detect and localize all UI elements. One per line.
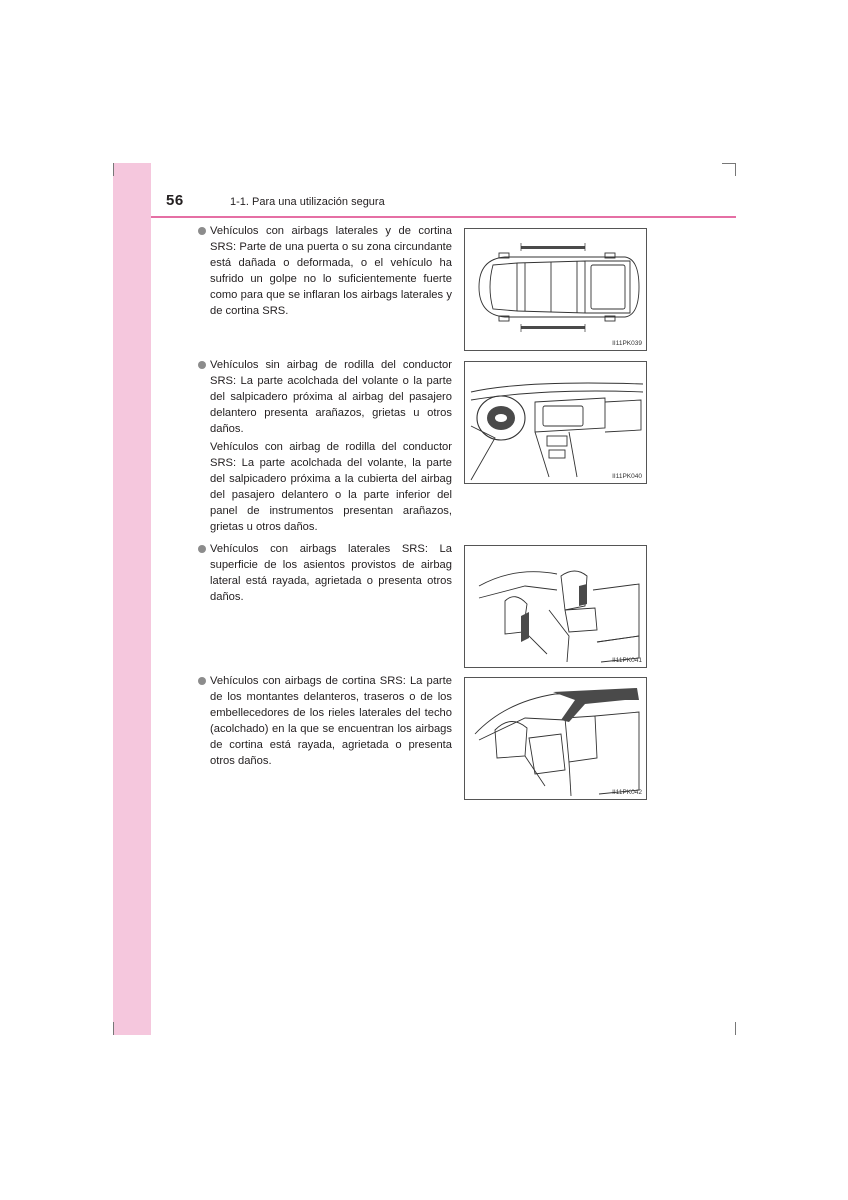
figure-curtain-airbag: [464, 677, 647, 800]
figure-seat-side-airbag: [464, 545, 647, 668]
bullet-icon: [198, 677, 206, 685]
vehicle-top-view-illustration: [465, 229, 646, 350]
figure-code: II11PK041: [612, 657, 642, 664]
bullet-icon: [198, 361, 206, 369]
figure-code: II11PK042: [612, 789, 642, 796]
crop-mark-bottom-right: [735, 1022, 736, 1035]
crop-mark-bottom-left: [113, 1022, 114, 1035]
section-title: 1-1. Para una utilización segura: [230, 196, 385, 208]
item-text-1: Vehículos con airbags laterales y de cortina SRS: Parte de una puerta o su zona circundante está dañada o deformada, o el vehículo ha sufrido un golpe no lo suficientemente fuerte como para que se inflaran los airbags laterales y de cortina SRS.: [210, 225, 452, 317]
side-color-strip: [113, 163, 151, 1035]
seats-side-airbag-illustration: [465, 546, 646, 667]
item-text-4: Vehículos con airbags de cortina SRS: La parte de los montantes delanteros, traseros o de los embellecedores de los rieles laterales del techo (acolchado) en la que se encuentran los airbags de cortina está rayada, agrietada o presenta otros daños.: [210, 675, 452, 767]
header-rule: [151, 216, 736, 218]
crop-mark-top-right: [722, 163, 736, 164]
page-number: 56: [166, 192, 184, 209]
curtain-airbag-illustration: [465, 678, 646, 799]
figure-vehicle-top-view: [464, 228, 647, 351]
figure-code: II11PK039: [612, 340, 642, 347]
bullet-icon: [198, 545, 206, 553]
item-text-3: Vehículos con airbags laterales SRS: La superficie de los asientos provistos de airbag lateral está rayada, agrietada o presenta otros daños.: [210, 543, 452, 603]
crop-mark-top-left: [113, 163, 114, 176]
bullet-icon: [198, 227, 206, 235]
figure-code: II11PK040: [612, 473, 642, 480]
item-text-2: Vehículos sin airbag de rodilla del conductor SRS: La parte acolchada del volante o la parte del salpicadero próxima al airbag del pasajero delantero presenta arañazos, grietas u otros daños.: [210, 359, 452, 435]
figure-dashboard-view: [464, 361, 647, 484]
dashboard-illustration: [465, 362, 646, 483]
crop-mark-top-right-v: [735, 163, 736, 176]
item-text-2-extra: Vehículos con airbag de rodilla del conductor SRS: La parte acolchada del volante, la parte del salpicadero próxima a la cubierta del airbag del pasajero delantero o la parte inferior del panel de instrumentos presentan arañazos, grietas u otros daños.: [210, 441, 452, 533]
